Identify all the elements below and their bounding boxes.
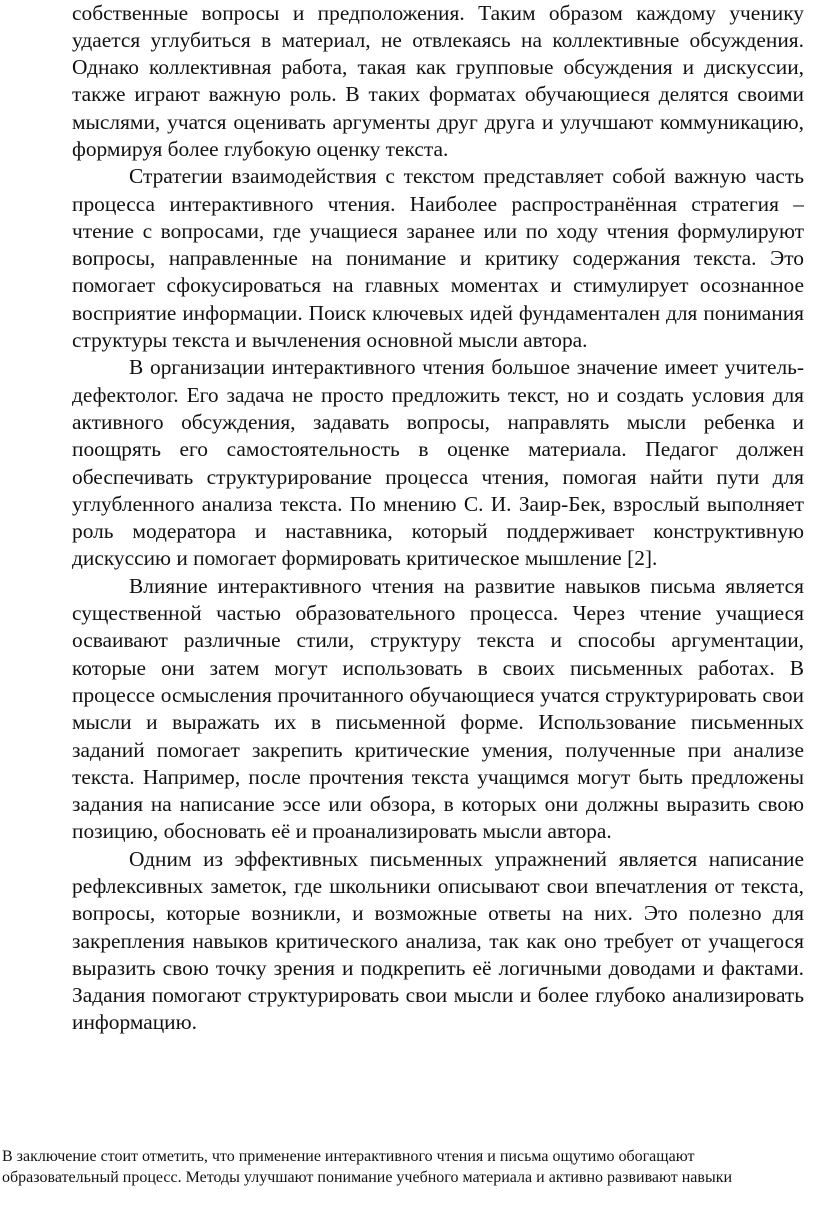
paragraph-teacher-role: В организации интерактивного чтения большое значение имеет учитель-дефектолог. Его задача не просто предложить текст, но и создать условия для активного обсуждения, задавать вопросы, направлять мысли ребенка и поощрять его самостоятельность в оценке материала. Педагог должен обеспечивать структурирование процесса чтения, помогая найти пути для углубленного анализа текста. По мнению С. И. Заир-Бек, взрослый выполняет роль модератора и наставника, который поддерживает конструктивную дискуссию и помогает формировать критическое мышление [2]. <box>72 355 804 571</box>
paragraph-continuation: собственные вопросы и предположения. Таким образом каждому ученику удается углубиться в материал, не отвлекаясь на коллективные обсуждения. Однако коллективная работа, такая как групповые обсуждения и дискуссии, также играют важную роль. В таких форматах обучающиеся делятся своими мыслями, учатся оценивать аргументы друг друга и улучшают коммуникацию, формируя более глубокую оценку текста. <box>72 0 804 161</box>
paragraph-reflective-notes: Одним из эффективных письменных упражнений является написание рефлексивных заметок, где школьники описывают свои впечатления от текста, вопросы, которые возникли, и возможные ответы на них. Это полезно для закрепления навыков критического анализа, так как оно требует от учащегося выразить свою точку зрения и подкрепить её логичными доводами и фактами. Задания помогают структурировать свои мысли и более глубоко анализировать информацию. <box>72 846 804 1035</box>
paragraph-writing-skills: Влияние интерактивного чтения на развитие навыков письма является существенной частью образовательного процесса. Через чтение учащиеся осваивают различные стили, структуру текста и способы аргументации, которые они затем могут использовать в своих письменных работах. В процессе осмысления прочитанного обучающиеся учатся структурировать свои мысли и выражать их в письменной форме. Использование письменных заданий помогает закрепить критические умения, полученные при анализе текста. Например, после прочтения текста учащимся могут быть предложены задания на написание эссе или обзора, в которых они должны выразить свою позицию, обосновать её и проанализировать мысли автора. <box>72 573 804 844</box>
conclusion-note: В заключение стоит отметить, что применение интерактивного чтения и письма ощутимо обогащают образовательный процесс. Методы улучшают понимание учебного материала и активно развивают навыки <box>2 1148 733 1186</box>
paragraph-interaction-strategies: Стратегии взаимодействия с текстом представляет собой важную часть процесса интерактивного чтения. Наиболее распространённая стратегия – чтение с вопросами, где учащиеся заранее или по ходу чтения формулируют вопросы, направленные на понимание и критику содержания текста. Это помогает сфокусироваться на главных моментах и стимулирует осознанное восприятие информации. Поиск ключевых идей фундаментален для понимания структуры текста и вычленения основной мысли автора. <box>72 164 804 353</box>
document-body <box>72 0 804 1037</box>
